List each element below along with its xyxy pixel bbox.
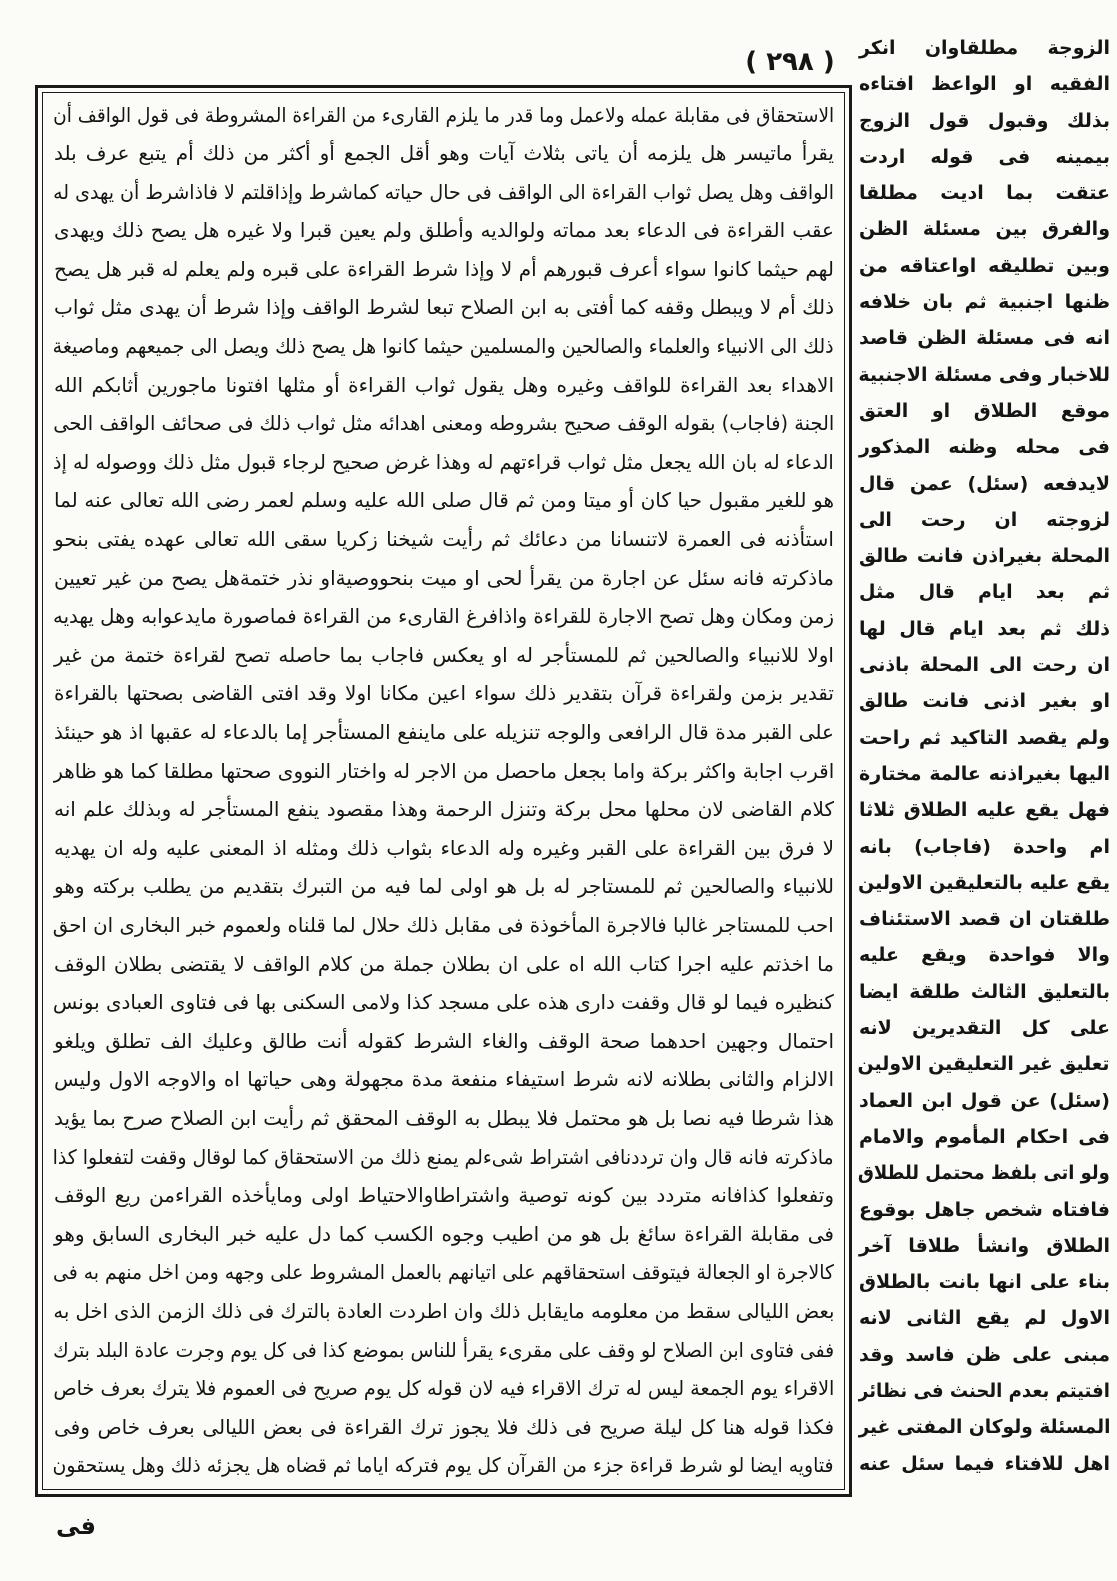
margin-note-text: ام واحدة (فاجاب) بانه [859, 835, 1110, 858]
main-text-line-text: ماذكرته فانه قال وان ترددنافى اشتراط شىءلم يمنع ذلك من الاستحقاق كما لوقال وقفت لتفعلوا كذا [53, 1144, 834, 1169]
main-text-line [53, 867, 834, 906]
margin-note-line [858, 683, 1110, 719]
main-text-line-text: لهم حيثما كانوا سواء أعرف قبورهم أم لا وإذا شرط القراءة على قبره ولم يعلم له قبر هل يصح [54, 256, 834, 281]
main-text-line-text: الدعاء له بان الله يجعل مثل ثواب قراءتهم له وهذا غرض صحيح لرجاء قبول مثل ذلك ووصوله له إذ [53, 449, 834, 474]
main-text-line-text: احب للمستاجر غالبا فالاجرة المأخوذة فى مقابل ذلك حلال لما قلناه ولعموم خبر البخارى ان احق [53, 912, 834, 937]
main-text-line [53, 250, 834, 289]
margin-note-line [858, 865, 1110, 901]
main-text-line [53, 366, 834, 405]
margin-note-text: بيمينه فى قوله اردت [859, 145, 1110, 168]
margin-commentary [858, 30, 1110, 1482]
margin-note-line [858, 175, 1110, 211]
margin-note-text: بناء على انها بانت بالطلاق [859, 1271, 1110, 1294]
margin-note-text: عتقت بما اديت مطلقا [859, 182, 1110, 205]
main-text-line [53, 443, 834, 482]
main-text-line-text: بعض الليالى سقط من معلومه مايقابل ذلك وان اطردت العادة بالترك فى ذلك الزمن الذى اخل به [53, 1298, 834, 1323]
main-text-line [53, 790, 834, 829]
main-text-line-text: لا فرق بين القراءة على القبر وغيره وله الدعاء بثواب ذلك ومثله اذ المعنى عليه وله ان يهديه [54, 835, 834, 860]
margin-note-line [858, 1010, 1110, 1046]
margin-note-text: فافتاه شخص جاهل بوقوع [859, 1198, 1110, 1221]
main-text-line-text: الجنة (فاجاب) بقوله الوقف صحيح بشروطه ومعنى اهدائه مثل ثواب ذلك فى صحائف الواقف الحى [53, 411, 834, 436]
main-text-line-text: ذلك الى الانبياء والعلماء والصالحين والمسلمين حيثما كانوا هل يصح ذلك ويصل الى جميعهم وماصيغة [53, 334, 834, 359]
main-text-line-text: كالاجرة او الجعالة فيتوقف استحقاقهم على اتيانهم بالعمل المشروط على وجهه ومن اخل منهم به فى [53, 1260, 834, 1285]
margin-note-line [858, 1337, 1110, 1373]
margin-note-line [858, 829, 1110, 865]
margin-note-text: لايدفعه (سئل) عمن قال [859, 472, 1110, 495]
main-text-line [53, 945, 834, 984]
margin-note-line [858, 937, 1110, 973]
main-text-line [53, 597, 834, 636]
margin-note-text: (سئل) عن قول ابن العماد [859, 1089, 1110, 1112]
main-text-line [53, 713, 834, 752]
main-text-line-text: فى مقابلة القراءة سائغ بل هو من اطيب وجوه الكسب كما دل عليه خبر البخارى السابق وهو [54, 1221, 834, 1246]
margin-note-line [858, 1046, 1110, 1082]
margin-note-line [858, 1409, 1110, 1445]
main-text-line-text: ماذكرته فانه سئل عن اجارة من يقرأ لحى او ميت بنحووصيةاو نذر ختمةهل يصح من غير تعيين [54, 565, 834, 590]
catchword: فى [56, 1512, 96, 1540]
margin-note-line [858, 1373, 1110, 1409]
margin-note-text: فى محله وظنه المذكور [859, 436, 1110, 459]
margin-note-line [858, 647, 1110, 683]
main-text-line-text: للانبياء والصالحين ثم للمستاجر له بل هو اولى لما فيه من التبرك بتقديم من يطلب بركته وهو [54, 874, 834, 899]
main-text-line [53, 752, 834, 791]
margin-note-line [858, 320, 1110, 356]
main-text-line [53, 1022, 834, 1061]
main-text-line [53, 1176, 834, 1215]
margin-note-text: ولو اتى بلفظ محتمل للطلاق [858, 1162, 1110, 1185]
main-text-line [53, 1369, 834, 1408]
main-text-line-text: ذلك أم لا ويبطل وقفه كما أفتى به ابن الصلاح تبعا لشرط الواقف وإذا شرط أن يهدى مثل ثواب [54, 295, 834, 320]
margin-note-text: يقع عليه بالتعليقين الاولين [858, 871, 1110, 894]
main-text-line [53, 404, 834, 443]
main-text-line-text: عقب القراءة فى الدعاء بعد مماته ولوالديه وأطلق ولم يعين قبرا ولا غيره هل يصح ذلك ويهدى [54, 218, 834, 243]
main-text-line [53, 1215, 834, 1254]
main-text-line-text: ما اخذتم عليه اجرا كتاب الله اه على ان بطلان جملة من كلام الواقف لا يقتضى بطلان الوقف [54, 951, 834, 976]
margin-note-line [858, 30, 1110, 66]
main-text-line-text: هو للغير مقبول حيا كان أو ميتا ومن ثم قال صلى الله عليه وسلم لعمر رضى الله تعالى عنه لما [54, 488, 834, 513]
margin-note-text: بذلك وقبول قول الزوج [859, 109, 1110, 132]
margin-note-text: للاخبار وفى مسئلة الاجنبية [858, 363, 1110, 386]
margin-note-text: الفقيه او الواعظ افتاءه [859, 73, 1110, 96]
margin-note-text: اهل للافتاء فيما سئل عنه [859, 1452, 1110, 1475]
margin-note-text: اليها بغيراذنه عالمة مختارة [859, 762, 1110, 785]
margin-note-text: مبنى على ظن فاسد وقد [859, 1343, 1110, 1366]
main-text-line [53, 674, 834, 713]
margin-note-line [858, 284, 1110, 320]
margin-note-text: فى احكام المأموم والامام [859, 1125, 1110, 1148]
main-text-line [53, 288, 834, 327]
main-text-line-text: الاهداء بعد القراءة للواقف وغيره وهل يقول ثواب القراءة أو مثلها افتونا ماجورين أثابكم الله [54, 372, 834, 397]
margin-note-text: والفرق بين مسئلة الظن [859, 218, 1110, 241]
main-text-line [53, 481, 834, 520]
main-text-line-text: زمن ومكان وهل تصح الاجارة للقراءة واذافرغ القارىء من القراءة فماصورة مايدعوابه وهل يهديه [53, 604, 834, 629]
margin-note-line [858, 538, 1110, 574]
main-text-line [53, 96, 834, 135]
main-text-line [53, 1138, 834, 1177]
margin-note-text: والا فواحدة ويقع عليه [859, 944, 1110, 967]
main-text-line [53, 1446, 834, 1485]
main-text-line-text: على القبر مدة قال الرافعى والوجه تنزيله على ماينفع المستأجر إما بالدعاء له عقبها اذ هو حينئذ [54, 720, 834, 744]
margin-note-text: المسئلة ولوكان المفتى غير [858, 1416, 1110, 1439]
main-text-line [53, 1331, 834, 1370]
margin-note-text: ذلك ثم بعد ايام قال لها [859, 617, 1110, 640]
main-text-line-text: وتفعلوا كذافانه متردد بين كونه توصية واشتراطاوالاحتياط اولى ومايأخذه القراءمن ريع الوقف [54, 1183, 834, 1208]
margin-note-text: فهل يقع عليه الطلاق ثلاثا [859, 799, 1110, 822]
margin-note-text: بالتعليق الثالث طلقة ايضا [859, 980, 1110, 1003]
margin-note-line [858, 1446, 1110, 1482]
margin-note-text: طلقتان ان قصد الاستئناف [859, 908, 1110, 931]
margin-note-text: ثم بعد ايام قال مثل [859, 581, 1110, 604]
margin-note-text: او بغير اذنى فانت طالق [859, 690, 1110, 713]
main-text-body [53, 96, 834, 1485]
main-text-line [53, 829, 834, 868]
main-text-frame [35, 85, 852, 1497]
main-text-line-text: كلام القاضى لان محلها محل بركة وتنزل الرحمة وهذا مقصود ينفع المستأجر له وبذلك علم انه [54, 797, 834, 822]
main-text-line-text: تقدير بزمن ولقراءة قرآن بتقدير ذلك سواء اعين مكانا اولا وقد افتى القاضى بصحتها بالقراءة [54, 681, 834, 706]
margin-note-line [858, 1192, 1110, 1228]
main-text-line-text: الالزام والثانى بطلانه لانه شرط استيفاء منفعة مدة مجهولة وهى حياتها اه والاوجه الاول وليس [54, 1067, 834, 1092]
margin-note-text: المحلة بغيراذن فانت طالق [859, 545, 1110, 568]
margin-note-line [858, 1300, 1110, 1336]
margin-note-line [858, 1264, 1110, 1300]
margin-note-line [858, 792, 1110, 828]
margin-note-line [858, 1228, 1110, 1264]
main-text-line-text: اولا للانبياء والصالحين ثم للمستأجر له او يعكس فاجاب بما حاصله تصح لقراءة ختمة من غير [54, 642, 834, 667]
main-text-line-text: هذا شرطا فيه نصا بل هو محتمل فلا يبطل به الوقف المحقق ثم رأيت ابن الصلاح صرح بما يؤيد [54, 1105, 834, 1130]
margin-note-line [858, 393, 1110, 429]
margin-note-text: تعليق غير التعليقين الاولين [858, 1053, 1110, 1076]
margin-note-text: على كل التقديرين لانه [859, 1017, 1110, 1040]
margin-note-line [858, 974, 1110, 1010]
margin-note-line [858, 1119, 1110, 1155]
main-text-line [53, 327, 834, 366]
margin-note-text: ظنها اجنبية ثم بان خلافه [859, 291, 1110, 314]
margin-note-text: لزوجته ان رحت الى [859, 508, 1110, 531]
margin-note-text: ان رحت الى المحلة باذنى [859, 654, 1110, 677]
main-text-line [53, 559, 834, 598]
main-text-line [53, 1292, 834, 1331]
main-text-line [53, 1253, 834, 1292]
margin-note-line [858, 211, 1110, 247]
margin-note-line [858, 720, 1110, 756]
margin-note-line [858, 466, 1110, 502]
margin-note-line [858, 1155, 1110, 1191]
margin-note-line [858, 103, 1110, 139]
main-text-line-text: فتاويه ايضا لو شرط قراءة جزء من القرآن كل يوم فتركه اياما ثم قضاه هل يجزئه ذلك وهل يستحقون [53, 1453, 834, 1478]
margin-note-text: الطلاق وانشأ طلاقا آخر [859, 1234, 1110, 1257]
margin-note-line [858, 139, 1110, 175]
margin-note-line [858, 248, 1110, 284]
margin-note-line [858, 901, 1110, 937]
main-text-line [53, 520, 834, 559]
main-text-line-text: احتمال وجهين احدهما صحة الوقف والغاء الشرط كقوله أنت طالق وعليك الف تطلق ويلغو [54, 1028, 834, 1053]
main-text-line-text: كنظيره فيما لو قال وقفت دارى هذه على مسجد كذا ولامى السكنى بها فى فتاوى العبادى بونس [53, 990, 834, 1015]
margin-note-line [858, 574, 1110, 610]
main-text-line-text: اقرب اجابة واكثر بركة واما بجعل ماحصل من الاجر له واختار النووى صحتها مطلقا كما هو ظاهر [53, 758, 834, 783]
main-text-line-text: الاقراء يوم الجمعة ليس له ترك الاقراء فيه لان قوله كل يوم صريح فى العموم فلا يترك بعرف خاص [53, 1376, 834, 1401]
main-text-line [53, 1408, 834, 1447]
margin-note-line [858, 66, 1110, 102]
main-text-line-text: الواقف وهل يصل ثواب القراءة الى الواقف فى حال حياته كماشرط وإذاقلتم لا فاذاشرط أن يهدى له [53, 179, 834, 204]
margin-note-text: الاول لم يقع الثانى لانه [859, 1307, 1110, 1330]
margin-note-line [858, 1083, 1110, 1119]
main-text-line-text: فكذا قوله هنا كل ليلة صريح فى ذلك فلا يجوز ترك القراءة فى بعض الليالى بعرف خاص وفى [54, 1414, 834, 1439]
margin-note-line [858, 756, 1110, 792]
main-text-line-text: الاستحقاق فى مقابلة عمله ولاعمل وما قدر ما يلزم القارىء من القراءة المشروطة فى قول الواقف أن [53, 102, 834, 127]
margin-note-text: وبين تطليقه اواعتاقه من [859, 254, 1110, 277]
main-text-inner-border [42, 92, 845, 1490]
page-number: ( ٢٩٨ ) [745, 47, 835, 77]
main-text-line [53, 636, 834, 675]
margin-note-line [858, 502, 1110, 538]
main-text-line [53, 1099, 834, 1138]
main-text-line-text: ففى فتاوى ابن الصلاح لو وقف على مقرىء يقرأ للناس بموضع كذا فى كل يوم وجرت عادة البلد بترك [53, 1337, 834, 1362]
margin-note-text: موقع الطلاق او العتق [859, 399, 1110, 422]
margin-note-text: ولم يقصد التاكيد ثم راحت [859, 726, 1110, 749]
margin-note-text: افتيتم بعدم الحنث فى نظائر [858, 1379, 1110, 1402]
main-text-line [53, 173, 834, 212]
main-text-line [53, 983, 834, 1022]
main-text-line [53, 906, 834, 945]
margin-note-line [858, 429, 1110, 465]
main-text-line-text: استأذنه فى العمرة لاتنسانا من دعائك ثم رأيت شيخنا زكريا سقى الله تعالى عهده يفتى بنحو [54, 527, 834, 552]
margin-note-line [858, 611, 1110, 647]
main-text-line [53, 134, 834, 173]
main-text-line [53, 1060, 834, 1099]
margin-note-text: الزوجة مطلقاوان انكر [859, 37, 1110, 59]
main-text-line [53, 211, 834, 250]
margin-note-text: انه فى مسئلة الظن قاصد [859, 327, 1110, 350]
main-text-line-text: يقرأ ماتيسر هل يلزمه أن ياتى بثلاث آيات وهو أقل الجمع أو أكثر من ذلك أم يتبع عرف بلد [54, 141, 834, 166]
margin-note-line [858, 357, 1110, 393]
